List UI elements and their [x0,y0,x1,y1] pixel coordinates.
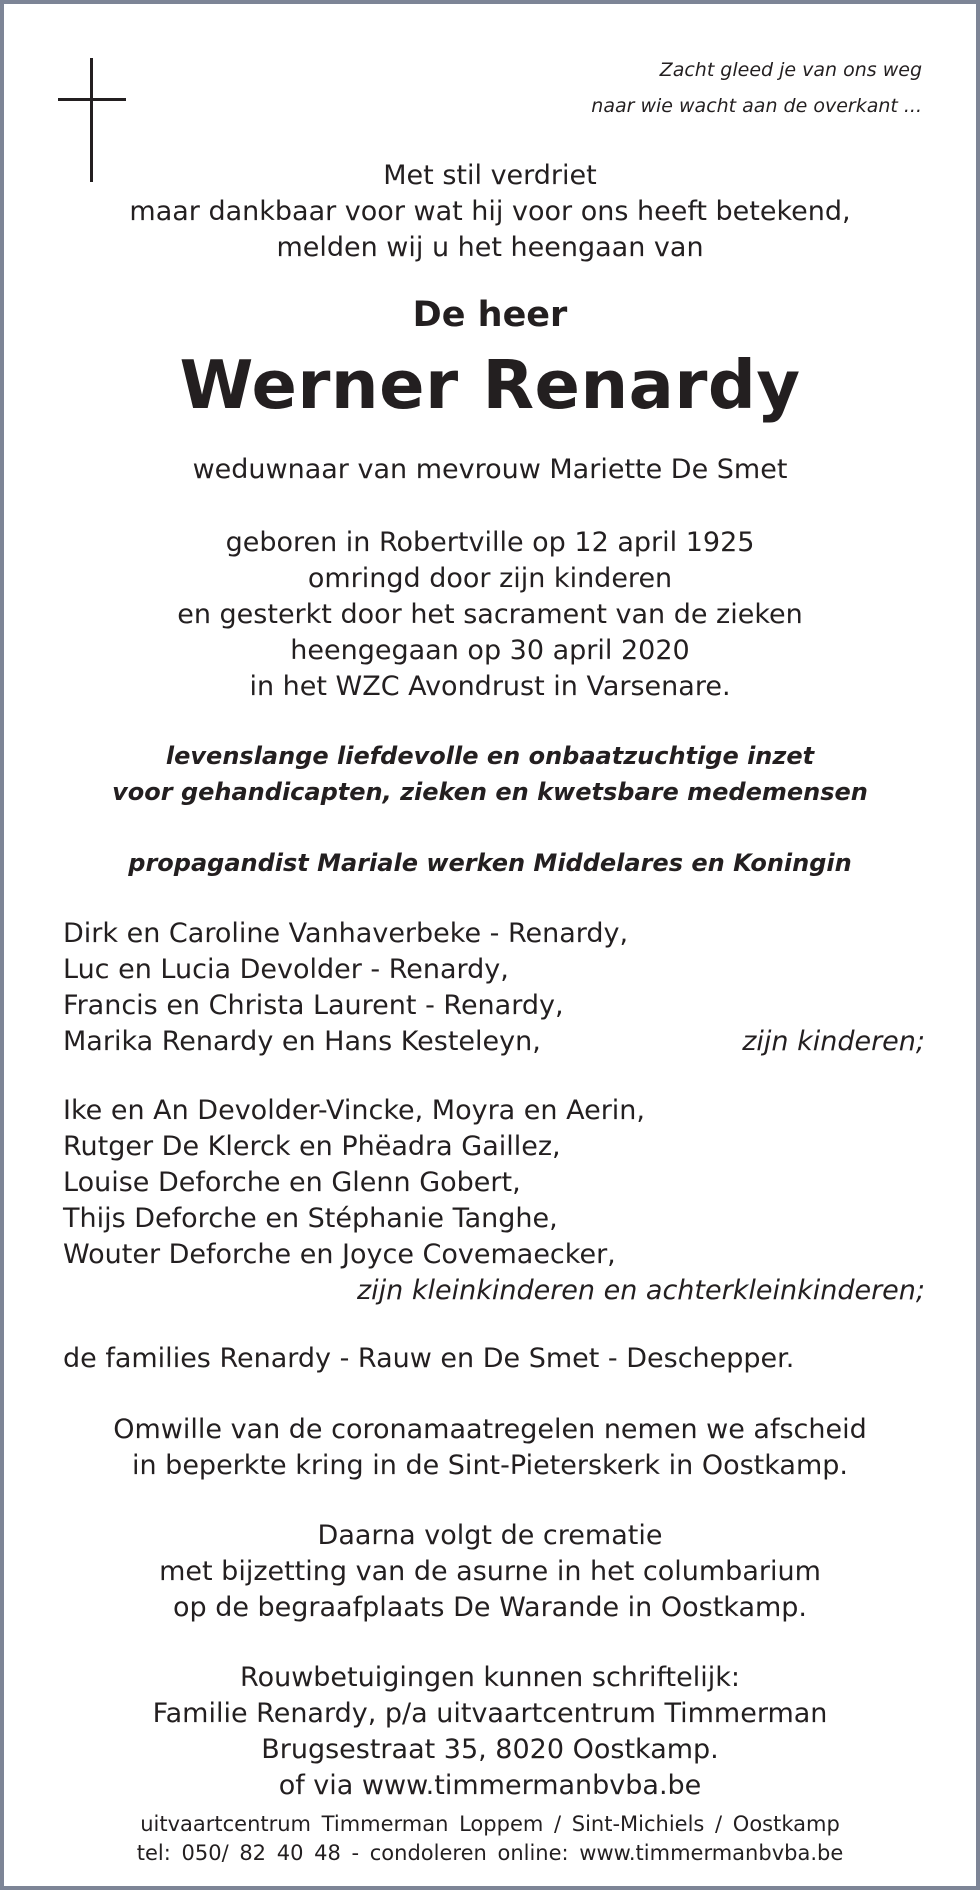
list-item [63,1201,925,1237]
grandchildren-label: zijn kleinkinderen en achterkleinkinderen; [356,1275,925,1306]
deceased-name: Werner Renardy [179,346,801,424]
footer [0,1810,980,1868]
list-item [63,1129,925,1165]
child-name: Dirk en Caroline Vanhaverbeke - Renardy, [63,918,629,949]
ceremony-line-1: Omwille van de coronamaatregelen nemen we afscheid [113,1414,867,1445]
cremation-line-2: met bijzetting van de asurne in het columbarium [159,1556,821,1587]
bio-passed: heengegaan op 30 april 2020 [290,635,690,666]
deceased-title: De heer [412,295,568,335]
condolences-line-4: of via www.timmermanbvba.be [278,1770,702,1801]
condolences-line-3: Brugsestraat 35, 8020 Oostkamp. [261,1734,719,1765]
list-item [63,1165,925,1201]
intro-line-3: melden wij u het heengaan van [276,232,704,263]
grandchild-name: Rutger De Klerck en Phëadra Gaillez, [63,1131,561,1162]
grandchild-name: Thijs Deforche en Stéphanie Tanghe, [63,1203,558,1234]
footer-line-1: uitvaartcentrum Timmerman Loppem / Sint-Michiels / Oostkamp [140,1812,840,1836]
intro-text [0,158,980,266]
list-item [63,1237,925,1273]
poem-line-2: naar wie wacht aan de overkant ... [591,95,922,117]
poem [591,52,922,124]
grandchild-name: Louise Deforche en Glenn Gobert, [63,1167,521,1198]
devotion-text [0,738,980,810]
cross-horizontal-bar [58,98,126,101]
ceremony-line-2: in beperkte kring in de Sint-Pieterskerk in Oostkamp. [131,1450,848,1481]
families-line [63,1341,925,1377]
ceremony-text [0,1412,980,1484]
child-name: Luc en Lucia Devolder - Renardy, [63,954,509,985]
families-text: de families Renardy - Rauw en De Smet - Deschepper. [63,1343,795,1374]
child-name: Marika Renardy en Hans Kesteleyn, [63,1026,541,1057]
bio-sacrament: en gesterkt door het sacrament van de zieken [177,599,803,630]
poem-line-1: Zacht gleed je van ons weg [659,59,922,81]
grandchild-name: Ike en An Devolder-Vincke, Moyra en Aerin, [63,1095,646,1126]
devotion-line-1: levenslange liefdevolle en onbaatzuchtige inzet [165,742,815,770]
grandchild-name: Wouter Deforche en Joyce Covemaecker, [63,1239,616,1270]
children-label: zijn kinderen; [742,1026,925,1057]
bio-place: in het WZC Avondrust in Varsenare. [249,671,731,702]
condolences-text [0,1660,980,1804]
child-name: Francis en Christa Laurent - Renardy, [63,990,564,1021]
condolences-line-1: Rouwbetuigingen kunnen schriftelijk: [240,1662,740,1693]
list-item [63,988,925,1024]
devotion-line-2: voor gehandicapten, zieken en kwetsbare medemensen [112,778,868,806]
intro-line-2: maar dankbaar voor wat hij voor ons heeft betekend, [129,196,851,227]
bio-born: geboren in Robertville op 12 april 1925 [225,527,755,558]
intro-line-1: Met stil verdriet [383,160,597,191]
condolences-line-2: Familie Renardy, p/a uitvaartcentrum Timmerman [152,1698,828,1729]
grandchildren-list [63,1093,925,1309]
list-item [63,952,925,988]
list-item [63,916,925,952]
cremation-line-1: Daarna volgt de crematie [317,1520,663,1551]
list-item [63,1093,925,1129]
propagandist-text: propagandist Mariale werken Middelares en Koningin [128,849,852,877]
deceased-widow-line: weduwnaar van mevrouw Mariette De Smet [192,454,788,485]
bio-surrounded: omringd door zijn kinderen [307,563,673,594]
list-item [63,1024,925,1060]
bio-text [0,525,980,705]
children-list [63,916,925,1060]
cremation-line-3: op de begraafplaats De Warande in Oostkamp. [172,1592,808,1623]
footer-line-2: tel: 050/ 82 40 48 - condoleren online: www.timmermanbvba.be [136,1841,844,1865]
cremation-text [0,1518,980,1626]
